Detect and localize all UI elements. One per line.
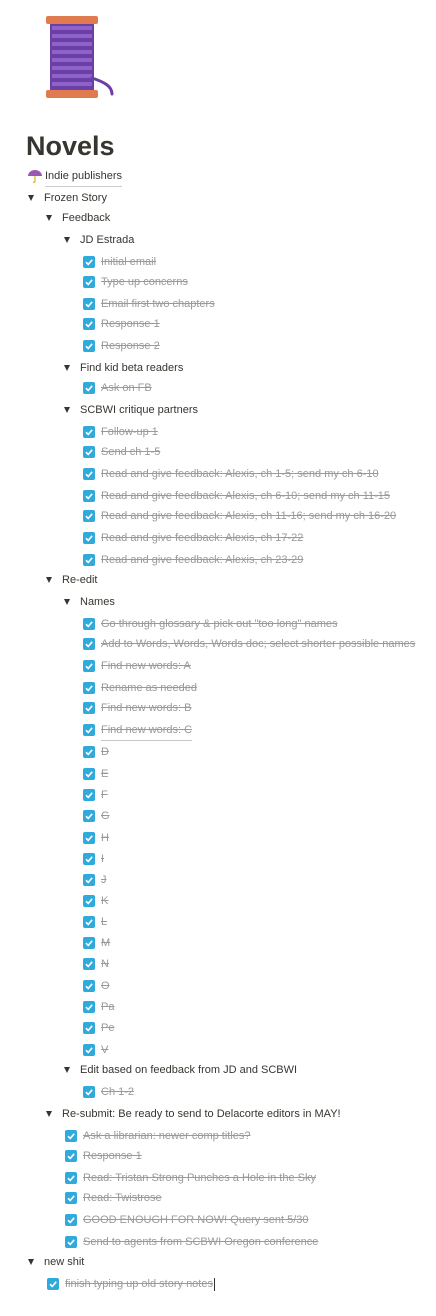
toggle-arrow-icon[interactable] (46, 577, 52, 583)
todo-text[interactable]: Send to agents from SCBWI Oregon conference (83, 1236, 319, 1248)
toggle-names[interactable] (64, 592, 115, 612)
toggle-label: Edit based on feedback from JD and SCBWI (80, 1064, 298, 1076)
toggle-label: Frozen Story (44, 192, 107, 204)
todo-text[interactable]: E (101, 768, 109, 780)
todo-text[interactable]: Ch 1-2 (101, 1086, 135, 1098)
toggle-label: SCBWI critique partners (80, 404, 198, 416)
todo-text[interactable]: Ask a librarian: newer comp titles? (83, 1130, 251, 1142)
checkbox-checked[interactable] (83, 874, 95, 886)
toggle-label: Names (80, 596, 115, 608)
todo-text[interactable]: Response 1 (83, 1150, 142, 1162)
toggle-arrow-icon[interactable] (46, 1111, 52, 1117)
todo-item[interactable] (83, 954, 109, 974)
todo-item[interactable] (83, 656, 191, 676)
toggle-label: Find kid beta readers (80, 362, 184, 374)
todo-text[interactable]: Response 1 (101, 318, 160, 330)
toggle-scbwi-critique-partners[interactable] (64, 400, 198, 420)
todo-text[interactable]: D (101, 746, 109, 758)
toggle-edit-based-on-feedback[interactable] (64, 1060, 297, 1080)
checkbox-checked[interactable] (83, 702, 95, 714)
todo-text[interactable]: Read: Tristan Strong Punches a Hole in the Sky (83, 1172, 316, 1184)
checkbox-checked[interactable] (83, 895, 95, 907)
todo-item[interactable] (83, 828, 109, 848)
todo-item[interactable] (83, 294, 215, 314)
todo-text[interactable]: Read and give feedback: Alexis, ch 1-5; send my ch 6-10 (101, 468, 379, 480)
todo-item[interactable] (83, 698, 191, 718)
page-title: Novels (26, 131, 115, 161)
todo-text[interactable]: Find new words: C (101, 720, 192, 741)
checkbox-checked[interactable] (83, 832, 95, 844)
checkbox-checked[interactable] (83, 768, 95, 780)
checkbox-checked[interactable] (83, 660, 95, 672)
checkbox-checked[interactable] (83, 382, 95, 394)
checkbox-checked[interactable] (83, 1044, 95, 1056)
todo-text[interactable]: O (101, 980, 110, 992)
todo-item[interactable] (83, 378, 152, 398)
toggle-frozen-story[interactable] (28, 188, 107, 208)
checkbox-checked[interactable] (83, 1086, 95, 1098)
todo-text[interactable]: V (101, 1044, 109, 1056)
todo-text[interactable]: Pa (101, 1001, 115, 1013)
todo-item[interactable] (83, 252, 156, 272)
todo-item[interactable] (83, 849, 104, 869)
text-cursor (214, 1278, 215, 1291)
todo-item[interactable] (83, 785, 108, 805)
checkbox-checked[interactable] (83, 810, 95, 822)
todo-item[interactable] (65, 1126, 251, 1146)
toggle-arrow-icon[interactable] (64, 237, 70, 243)
todo-item[interactable] (83, 806, 110, 826)
checkbox-checked[interactable] (83, 468, 95, 480)
todo-item[interactable] (83, 506, 396, 526)
todo-text[interactable]: Read and give feedback: Alexis, ch 11-16; send my ch 16-20 (101, 510, 397, 522)
todo-text[interactable]: Rename as needed (101, 682, 198, 694)
todo-item[interactable] (83, 764, 108, 784)
checkbox-checked[interactable] (83, 490, 95, 502)
toggle-find-kid-beta-readers[interactable] (64, 358, 183, 378)
todo-text[interactable]: Read and give feedback: Alexis, ch 6-10; send my ch 11-15 (101, 490, 391, 502)
todo-text[interactable]: Pe (101, 1022, 115, 1034)
umbrella-icon (27, 168, 43, 184)
todo-item[interactable] (83, 1040, 108, 1060)
todo-item[interactable] (83, 1018, 114, 1038)
todo-item[interactable] (83, 550, 303, 570)
todo-text[interactable]: Find new words: B (101, 702, 192, 714)
checkbox-checked[interactable] (83, 682, 95, 694)
todo-text[interactable]: Ask on FB (101, 382, 152, 394)
checkbox-checked[interactable] (83, 746, 95, 758)
todo-item[interactable] (83, 891, 108, 911)
todo-item[interactable] (83, 912, 107, 932)
toggle-arrow-icon[interactable] (28, 195, 34, 201)
checkbox-checked[interactable] (47, 1278, 59, 1290)
checkbox-checked[interactable] (83, 426, 95, 438)
checkbox-checked[interactable] (83, 618, 95, 630)
todo-item[interactable] (83, 336, 160, 356)
toggle-re-edit[interactable] (46, 570, 97, 590)
toggle-arrow-icon[interactable] (46, 215, 52, 221)
toggle-jd-estrada[interactable] (64, 230, 134, 250)
spool-of-thread-icon[interactable] (28, 12, 118, 102)
checkbox-checked[interactable] (83, 916, 95, 928)
todo-text[interactable]: Follow-up 1 (101, 426, 158, 438)
toggle-label: Re-edit (62, 574, 98, 586)
todo-text[interactable]: Send ch 1-5 (101, 446, 161, 458)
todo-item[interactable] (83, 997, 114, 1017)
todo-text[interactable]: M (101, 937, 111, 949)
checkbox-checked[interactable] (83, 256, 95, 268)
todo-text[interactable]: Email first two chapters (101, 298, 215, 310)
todo-item[interactable] (83, 933, 110, 953)
todo-text[interactable]: Read: Twistrose (83, 1192, 162, 1204)
toggle-arrow-icon[interactable] (64, 1067, 70, 1073)
checkbox-checked[interactable] (65, 1214, 77, 1226)
todo-item[interactable] (83, 720, 192, 740)
todo-item[interactable] (83, 528, 303, 548)
checkbox-checked[interactable] (83, 532, 95, 544)
todo-item[interactable] (83, 272, 188, 292)
todo-item[interactable] (83, 486, 390, 506)
checkbox-checked[interactable] (83, 853, 95, 865)
checkbox-checked[interactable] (83, 937, 95, 949)
todo-item[interactable] (83, 442, 160, 462)
checkbox-checked[interactable] (83, 724, 95, 736)
todo-text[interactable]: Read and give feedback: Alexis, ch 17-22 (101, 532, 304, 544)
todo-item[interactable] (83, 422, 158, 442)
checkbox-checked[interactable] (65, 1236, 77, 1248)
checkbox-checked[interactable] (65, 1172, 77, 1184)
toggle-feedback[interactable] (46, 208, 110, 228)
todo-item[interactable] (47, 1274, 215, 1294)
toggle-label: JD Estrada (80, 234, 135, 246)
todo-text[interactable]: Add to Words, Words, Words doc; select shorter possible names (101, 638, 416, 650)
todo-item[interactable] (83, 464, 379, 484)
todo-item[interactable] (83, 870, 107, 890)
todo-text[interactable]: Initial email (101, 256, 157, 268)
toggle-arrow-icon[interactable] (28, 1259, 34, 1265)
checkbox-checked[interactable] (83, 298, 95, 310)
checkbox-checked[interactable] (83, 980, 95, 992)
toggle-new-shit[interactable] (28, 1252, 84, 1272)
page-link-label: Indie publishers (45, 166, 122, 187)
todo-text[interactable]: GOOD ENOUGH FOR NOW! Query sent 5/30 (83, 1214, 309, 1226)
todo-item[interactable] (83, 678, 197, 698)
checkbox-checked[interactable] (83, 1022, 95, 1034)
todo-item[interactable] (83, 742, 109, 762)
checkbox-checked[interactable] (83, 446, 95, 458)
page-link-indie-publishers[interactable] (27, 166, 122, 186)
checkbox-checked[interactable] (83, 340, 95, 352)
todo-text[interactable]: G (101, 810, 110, 822)
checkbox-checked[interactable] (65, 1192, 77, 1204)
checkbox-checked[interactable] (83, 789, 95, 801)
todo-item[interactable] (83, 614, 338, 634)
toggle-label: Re-submit: Be ready to send to Delacorte editors in MAY! (62, 1108, 341, 1120)
checkbox-checked[interactable] (83, 638, 95, 650)
toggle-arrow-icon[interactable] (64, 407, 70, 413)
toggle-re-submit[interactable] (46, 1104, 341, 1124)
checkbox-checked[interactable] (83, 318, 95, 330)
todo-item[interactable] (65, 1232, 318, 1252)
checkbox-checked[interactable] (83, 554, 95, 566)
todo-text[interactable]: Find new words: A (101, 660, 191, 672)
todo-text[interactable]: I (101, 853, 105, 865)
todo-item[interactable] (83, 976, 110, 996)
todo-text[interactable]: J (101, 874, 107, 886)
todo-item[interactable] (83, 314, 160, 334)
todo-text[interactable]: N (101, 958, 109, 970)
todo-text[interactable]: Read and give feedback: Alexis, ch 23-29 (101, 554, 304, 566)
checkbox-checked[interactable] (83, 510, 95, 522)
todo-item[interactable] (65, 1168, 316, 1188)
checkbox-checked[interactable] (65, 1130, 77, 1142)
todo-item[interactable] (83, 634, 415, 654)
todo-item[interactable] (65, 1188, 162, 1208)
checkbox-checked[interactable] (65, 1150, 77, 1162)
todo-item[interactable] (65, 1146, 142, 1166)
toggle-arrow-icon[interactable] (64, 365, 70, 371)
todo-text[interactable]: Type up concerns (101, 276, 188, 288)
todo-text[interactable]: Response 2 (101, 340, 160, 352)
todo-item[interactable] (83, 1082, 134, 1102)
todo-text[interactable]: H (101, 832, 109, 844)
checkbox-checked[interactable] (83, 276, 95, 288)
todo-text[interactable]: Go through glossary & pick out "too long" names (101, 618, 338, 630)
todo-item[interactable] (65, 1210, 309, 1230)
toggle-label: Feedback (62, 212, 111, 224)
todo-text[interactable]: K (101, 895, 109, 907)
checkbox-checked[interactable] (83, 1001, 95, 1013)
todo-text[interactable]: F (101, 789, 108, 801)
toggle-arrow-icon[interactable] (64, 599, 70, 605)
checkbox-checked[interactable] (83, 958, 95, 970)
todo-text[interactable]: L (101, 916, 108, 928)
todo-text[interactable]: finish typing up old story notes (65, 1278, 213, 1290)
toggle-label: new shit (44, 1256, 85, 1268)
